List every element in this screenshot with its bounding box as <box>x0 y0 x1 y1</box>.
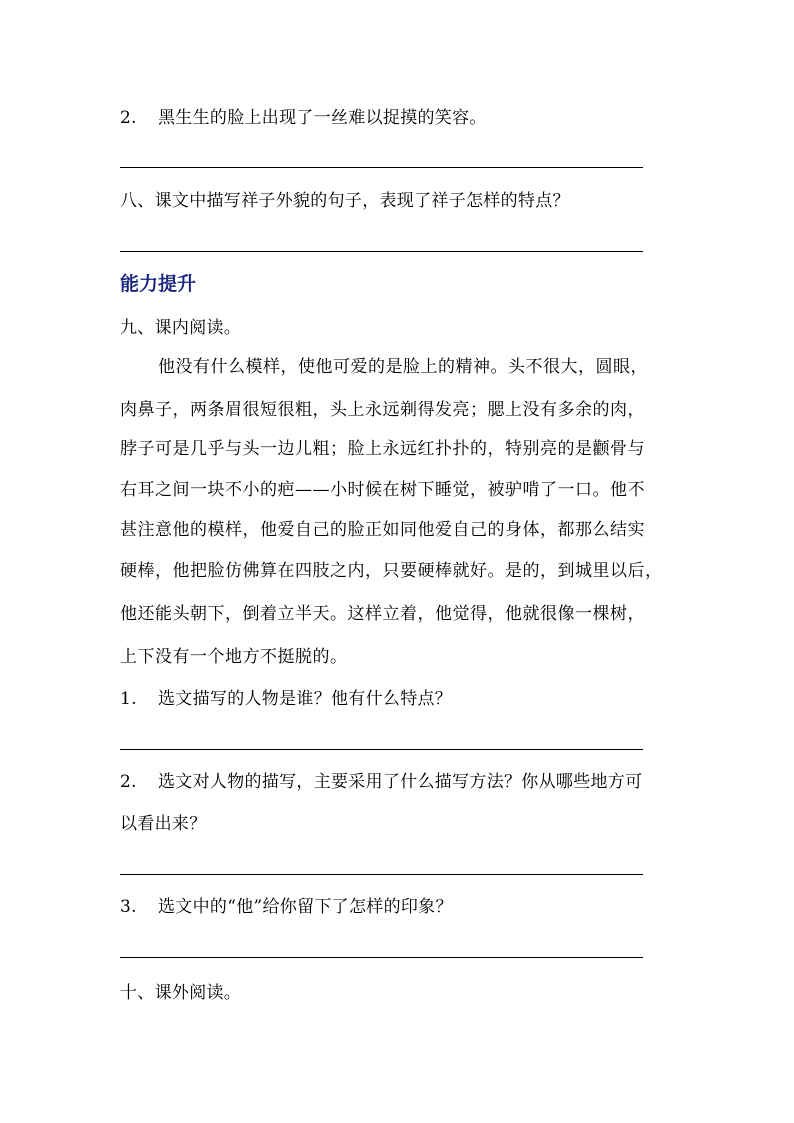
passage-line: 脖子可是几乎与头一边儿粗；脸上永远红扑扑的，特别亮的是颧骨与 <box>120 439 645 459</box>
answer-line[interactable] <box>120 251 643 252</box>
question-9-3 <box>120 896 453 918</box>
question-number: 2. <box>120 108 137 128</box>
question-9-1 <box>120 688 452 710</box>
passage-line: 硬棒，他把脸仿佛算在四肢之内，只要硬棒就好。是的，到城里以后， <box>120 561 663 581</box>
passage-line: 肉鼻子，两条眉很短很粗，头上永远剃得发亮；腮上没有多余的肉， <box>120 400 645 420</box>
passage-line: 他还能头朝下，倒着立半天。这样立着，他觉得，他就很像一棵树， <box>120 604 645 624</box>
question-text: 选文描写的人物是谁？他有什么特点？ <box>158 689 453 709</box>
section-heading: 能力提升 <box>120 273 197 295</box>
question-7-2 <box>120 107 487 129</box>
passage-line: 甚注意他的模样，他爱自己的脸正如同他爱自己的身体，都那么结实 <box>120 520 645 540</box>
answer-line[interactable] <box>120 749 643 750</box>
question-text: 选文中的“他”给你留下了怎样的印象？ <box>158 897 453 917</box>
question-number: 3. <box>120 897 137 917</box>
answer-line[interactable] <box>120 167 643 168</box>
passage-line: 右耳之间一块不小的疤——小时候在树下睡觉，被驴啃了一口。他不 <box>120 480 645 500</box>
section-9-title: 九、课内阅读。 <box>120 318 242 338</box>
passage-line: 他没有什么模样，使他可爱的是脸上的精神。头不很大，圆眼， <box>158 357 648 377</box>
section-10-title: 十、课外阅读。 <box>120 983 242 1003</box>
question-text: 选文对人物的描写，主要采用了什么描写方法？你从哪些地方可 <box>158 772 643 792</box>
question-text: 黑生生的脸上出现了一丝难以捉摸的笑容。 <box>158 108 487 128</box>
question-number: 2. <box>120 772 137 792</box>
question-9-2 <box>120 771 642 793</box>
question-9-2-continued: 以看出来？ <box>120 814 207 834</box>
answer-line[interactable] <box>120 957 643 958</box>
section-8-question: 八、课文中描写祥子外貌的句子，表现了祥子怎样的特点？ <box>120 191 570 211</box>
answer-line[interactable] <box>120 874 643 875</box>
question-number: 1. <box>120 689 137 709</box>
passage-line: 上下没有一个地方不挺脱的。 <box>120 647 348 667</box>
